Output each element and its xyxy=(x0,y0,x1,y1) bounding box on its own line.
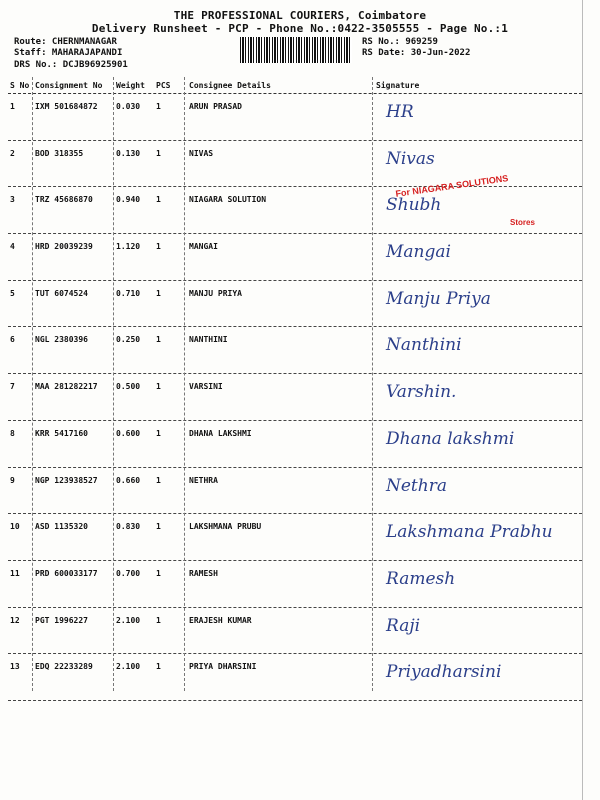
row-sno: 8 xyxy=(10,428,15,438)
row-consignee: MANJU PRIYA xyxy=(189,288,242,298)
row-signature: Varshin. xyxy=(386,382,457,403)
row-sno: 4 xyxy=(10,242,15,252)
row-consignee: LAKSHMANA PRUBU xyxy=(189,522,262,532)
row-consignee: NIVAS xyxy=(189,148,214,158)
row-weight: 0.030 xyxy=(116,102,141,111)
col-weight: Weight xyxy=(116,81,145,90)
row-sno: 3 xyxy=(10,195,15,205)
row-pcs: 1 xyxy=(156,335,161,345)
row-consignment: IXM 501684872 xyxy=(35,102,98,111)
row-consignee: MANGAI xyxy=(189,242,218,252)
row-sno: 5 xyxy=(10,288,15,298)
row-sno: 11 xyxy=(10,568,20,578)
row-pcs: 1 xyxy=(156,428,161,438)
row-weight: 0.710 xyxy=(116,288,141,298)
row-sno: 7 xyxy=(10,382,15,392)
row-weight: 0.660 xyxy=(116,475,141,485)
row-signature: Lakshmana Prabhu xyxy=(386,522,553,543)
row-weight: 0.940 xyxy=(116,195,141,205)
col-signature: Signature xyxy=(376,81,420,90)
row-consignment: PGT 1996227 xyxy=(35,615,88,625)
table-row xyxy=(8,514,582,561)
row-consignment: KRR 5417160 xyxy=(35,428,88,438)
table-row xyxy=(8,187,582,234)
row-consignee: DHANA LAKSHMI xyxy=(189,428,252,438)
rs-number: RS No.: 969259 xyxy=(362,37,438,47)
row-consignee: ARUN PRASAD xyxy=(189,102,242,111)
row-consignee: NIAGARA SOLUTION xyxy=(189,195,267,205)
route-label: Route: CHERNMANAGAR xyxy=(14,37,117,47)
row-consignee: RAMESH xyxy=(189,568,218,578)
row-weight: 0.500 xyxy=(116,382,141,392)
row-consignment: PRD 600033177 xyxy=(35,568,98,578)
company-stamp-stores: Stores xyxy=(510,218,535,227)
row-signature: Nivas xyxy=(386,148,435,169)
table-row xyxy=(8,608,582,655)
row-weight: 2.100 xyxy=(116,615,141,625)
row-weight: 0.250 xyxy=(116,335,141,345)
page-margin-rule xyxy=(582,0,583,800)
row-consignment: NGP 123938527 xyxy=(35,475,98,485)
table-header xyxy=(8,77,582,94)
table-body xyxy=(8,94,582,701)
row-sno: 6 xyxy=(10,335,15,345)
row-pcs: 1 xyxy=(156,662,161,672)
table-row xyxy=(8,234,582,281)
row-signature: Nethra xyxy=(386,475,447,496)
row-consignee: NETHRA xyxy=(189,475,218,485)
document-subtitle: Delivery Runsheet - PCP - Phone No.:0422-3505555 - Page No.:1 xyxy=(91,22,509,35)
row-consignee: PRIYA DHARSINI xyxy=(189,662,257,672)
row-pcs: 1 xyxy=(156,568,161,578)
row-pcs: 1 xyxy=(156,615,161,625)
rs-date: RS Date: 30-Jun-2022 xyxy=(362,48,471,58)
column-divider xyxy=(113,77,114,691)
staff-label: Staff: MAHARAJAPANDI xyxy=(14,48,123,58)
row-pcs: 1 xyxy=(156,288,161,298)
row-weight: 0.830 xyxy=(116,522,141,532)
row-consignment: HRD 20039239 xyxy=(35,242,93,252)
row-consignment: TRZ 45686870 xyxy=(35,195,93,205)
row-sno: 1 xyxy=(10,102,15,111)
col-sno: S No xyxy=(10,81,30,90)
row-sno: 12 xyxy=(10,615,20,625)
row-consignment: NGL 2380396 xyxy=(35,335,88,345)
column-divider xyxy=(32,77,33,691)
row-pcs: 1 xyxy=(156,382,161,392)
row-sno: 9 xyxy=(10,475,15,485)
col-consignment: Consignment No xyxy=(35,81,103,90)
row-signature: Raji xyxy=(386,615,421,636)
row-signature: Ramesh xyxy=(386,568,456,589)
col-consignee: Consignee Details xyxy=(189,81,271,90)
row-pcs: 1 xyxy=(156,522,161,532)
row-weight: 0.130 xyxy=(116,148,141,158)
row-consignment: BOD 318355 xyxy=(35,148,84,158)
row-consignee: ERAJESH KUMAR xyxy=(189,615,252,625)
column-divider xyxy=(372,77,373,691)
company-stamp: For NIAGARA SOLUTIONS xyxy=(394,173,509,199)
drs-number: DRS No.: DCJB96925901 xyxy=(14,60,128,70)
table-row xyxy=(8,561,582,608)
row-consignment: EDQ 22233289 xyxy=(35,662,93,672)
row-signature: Manju Priya xyxy=(386,288,491,309)
row-pcs: 1 xyxy=(156,195,161,205)
row-signature: Nanthini xyxy=(386,335,462,356)
row-sno: 2 xyxy=(10,148,15,158)
table-row xyxy=(8,94,582,141)
row-consignment: MAA 281282217 xyxy=(35,382,98,392)
row-consignee: VARSINI xyxy=(189,382,223,392)
row-weight: 2.100 xyxy=(116,662,141,672)
row-pcs: 1 xyxy=(156,475,161,485)
row-sno: 13 xyxy=(10,662,20,672)
row-pcs: 1 xyxy=(156,102,161,111)
row-signature: Priyadharsini xyxy=(386,662,502,683)
row-sno: 10 xyxy=(10,522,20,532)
row-pcs: 1 xyxy=(156,242,161,252)
runsheet-table xyxy=(8,77,582,701)
column-divider xyxy=(184,77,185,691)
row-pcs: 1 xyxy=(156,148,161,158)
row-signature: Mangai xyxy=(386,242,451,263)
row-consignment: TUT 6074524 xyxy=(35,288,88,298)
row-signature: Dhana lakshmi xyxy=(386,428,515,449)
table-row xyxy=(8,374,582,421)
table-row xyxy=(8,421,582,468)
barcode-image xyxy=(240,37,352,63)
table-row xyxy=(8,327,582,374)
table-row xyxy=(8,654,582,701)
row-weight: 0.600 xyxy=(116,428,141,438)
table-row xyxy=(8,468,582,515)
row-signature: HR xyxy=(386,102,414,122)
row-weight: 1.120 xyxy=(116,242,141,252)
row-signature: Shubh xyxy=(386,195,442,216)
document-title: THE PROFESSIONAL COURIERS, Coimbatore xyxy=(173,9,427,22)
col-pcs: PCS xyxy=(156,81,171,90)
row-weight: 0.700 xyxy=(116,568,141,578)
row-consignment: ASD 1135320 xyxy=(35,522,88,532)
row-consignee: NANTHINI xyxy=(189,335,228,345)
table-row xyxy=(8,281,582,328)
